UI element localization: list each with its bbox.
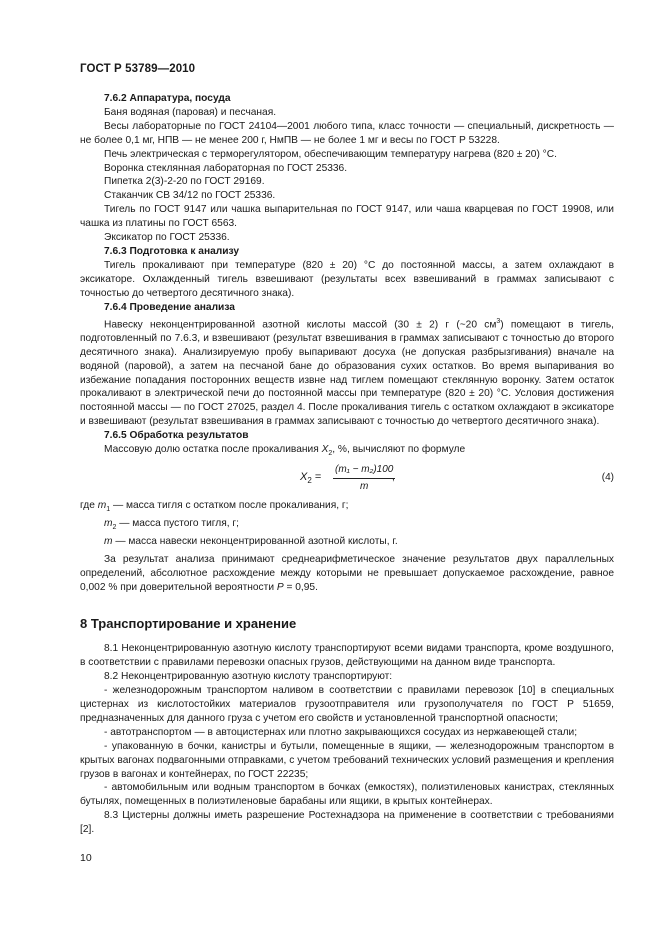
text-run: За результат анализа принимают среднеарифметическое значение результатов двух параллельных определений, абсолютное расхождение между которыми не превышает допускаемое расхождение, равное 0,002 % при доверительной вероятности <box>80 553 614 593</box>
paragraph <box>80 443 614 461</box>
legend-sub: 2 <box>112 523 117 531</box>
document-header: ГОСТ Р 53789—2010 <box>80 63 196 75</box>
text-run: Массовую долю остатка после прокаливания <box>104 444 322 456</box>
paragraph: Тигель по ГОСТ 9147 или чашка выпарительная по ГОСТ 9147, или чаша кварцевая по ГОСТ 19908, или чашка из платины по ГОСТ 6563. <box>80 204 614 230</box>
paragraph: 8.3 Цистерны должны иметь разрешение Ростехнадзора на применение в соответствии с требованиями [2]. <box>80 810 614 836</box>
list-item: - железнодорожным транспортом наливом в соответствии с правилами перевозок [10] в специальных цистернах из кислотостойких материалов грузоотправителя или грузополучателя по ГОСТ Р 51659, предназначенных для данного груза с учетом его свойств и установленной транспортной опасности; <box>80 685 614 724</box>
section-heading-7-6-4: 7.6.4 Проведение анализа <box>104 301 235 313</box>
legend-text: — масса пустого тигля, г; <box>116 517 239 529</box>
legend-row <box>80 499 614 517</box>
list-item: - упакованную в бочки, канистры и бутыли, помещенные в ящики, — железнодорожным транспортом в крытых вагонах подвагонными отправками, с учетом требований технических условий размещения и крепления грузов в вагонах и контейнерах, по ГОСТ 22235; <box>80 740 614 780</box>
paragraph: Баня водяная (паровая) и песчаная. <box>104 106 277 118</box>
legend-text: — масса навески неконцентрированной азотной кислоты, г. <box>112 535 398 547</box>
paragraph: Весы лабораторные по ГОСТ 24104—2001 любого типа, класс точности — специальный, дискретность — не более 0,1 мг, НПВ — не менее 200 г, НмПВ — не более 1 мг и весы по ГОСТ Р 53228. <box>80 120 614 146</box>
document-body <box>80 92 614 837</box>
legend-var: m <box>97 499 107 511</box>
variable: X <box>321 444 329 456</box>
variable: P <box>276 581 284 593</box>
legend-var: m <box>104 517 113 529</box>
text-run: = 0,95. <box>283 581 318 593</box>
paragraph: Тигель прокаливают при температуре (820 ± 20) °С до постоянной массы, а затем охлаждают в эксикаторе. Охлажденный тигель взвешивают (результаты всех взвешиваний в граммах записывают с точностью до четвертого десятичного знака). <box>80 259 614 299</box>
section-heading-7-6-2: 7.6.2 Аппаратура, посуда <box>104 93 231 104</box>
list-item: - автомобильным или водным транспортом в бочках (емкостях), полиэтиленовых канистрах, стеклянных бутылях, помещенных в полиэтиленовые барабаны или ящики, в крытых контейнерах. <box>80 782 614 808</box>
paragraph: 8.1 Неконцентрированную азотную кислоту транспортируют всеми видами транспорта, кроме воздушного, в соответствии с правилами перевозки опасных грузов, действующими на данном виде транспорта. <box>80 643 614 669</box>
formula-numerator: (m₁ − m₂)100 <box>333 463 395 479</box>
formula-var: X <box>300 470 308 483</box>
paragraph: Печь электрическая с терморегулятором, обеспечивающим температуру нагрева (820 ± 20) °С. <box>104 148 557 160</box>
paragraph <box>80 315 614 430</box>
formula-comma: , <box>392 471 395 483</box>
paragraph: Пипетка 2(3)-2-20 по ГОСТ 29169. <box>104 176 265 188</box>
subscript: 2 <box>328 450 333 458</box>
legend-sub: 1 <box>106 506 111 514</box>
formula-eq: = <box>311 470 322 483</box>
formula-legend <box>80 499 614 553</box>
superscript: 3 <box>496 317 501 325</box>
paragraph: Стаканчик СВ 34/12 по ГОСТ 25336. <box>104 190 276 202</box>
legend-text: — масса тигля с остатком после прокаливания, г; <box>110 499 349 511</box>
text-run: Навеску неконцентрированной азотной кислоты массой (30 ± 2) г (~20 см <box>104 318 497 330</box>
paragraph: Эксикатор по ГОСТ 25336. <box>104 232 230 244</box>
paragraph: 8.2 Неконцентрированную азотную кислоту транспортируют: <box>104 671 393 683</box>
legend-prefix: где <box>80 499 98 511</box>
formula-denominator: m <box>360 480 369 492</box>
formula-fraction <box>333 463 395 494</box>
formula-lhs <box>300 471 321 488</box>
formula-sub: 2 <box>307 476 312 486</box>
page-number: 10 <box>80 852 92 864</box>
section-heading-7-6-5: 7.6.5 Обработка результатов <box>104 430 249 442</box>
text-run: , %, вычисляют по формуле <box>332 444 466 456</box>
paragraph: Воронка стеклянная лабораторная по ГОСТ 25336. <box>104 162 348 174</box>
section-heading-8: 8 Транспортирование и хранение <box>80 615 297 631</box>
legend-row <box>80 535 614 553</box>
formula-4 <box>80 463 614 497</box>
text-run: ) помещают в тигель, подготовленный по 7.6.3, и взвешивают (результат взвешивания в граммах записывают с точностью до второго десятичного знака). Анализируемую пробу выпаривают досуха (не допуская разбрызгивания) вначале на водяной (паровой), а затем на песчаной бане до образования сухих остатков. Во время выпаривания во избежание попадания посторонних веществ извне над тиглем помещают стеклянную воронку. Затем остаток прокаливают в электрической печи до постоянной массы при температуре (820 ± 20) °С. Условия достижения постоянной массы — по ГОСТ 27025, раздел 4. После прокаливания тигель с остатком охлаждают в эксикаторе и взвешивают (результат взвешивания в граммах записывают с точностью до четвертого десятичного знака). <box>80 318 614 428</box>
formula-number: (4) <box>601 471 614 483</box>
section-heading-7-6-3: 7.6.3 Подготовка к анализу <box>104 245 240 257</box>
paragraph <box>80 553 614 595</box>
legend-var: m <box>104 535 113 547</box>
list-item: - автотранспортом — в автоцистернах или плотно закрывающихся сосудах из нержавеющей стали; <box>104 726 578 738</box>
legend-row <box>80 517 614 535</box>
